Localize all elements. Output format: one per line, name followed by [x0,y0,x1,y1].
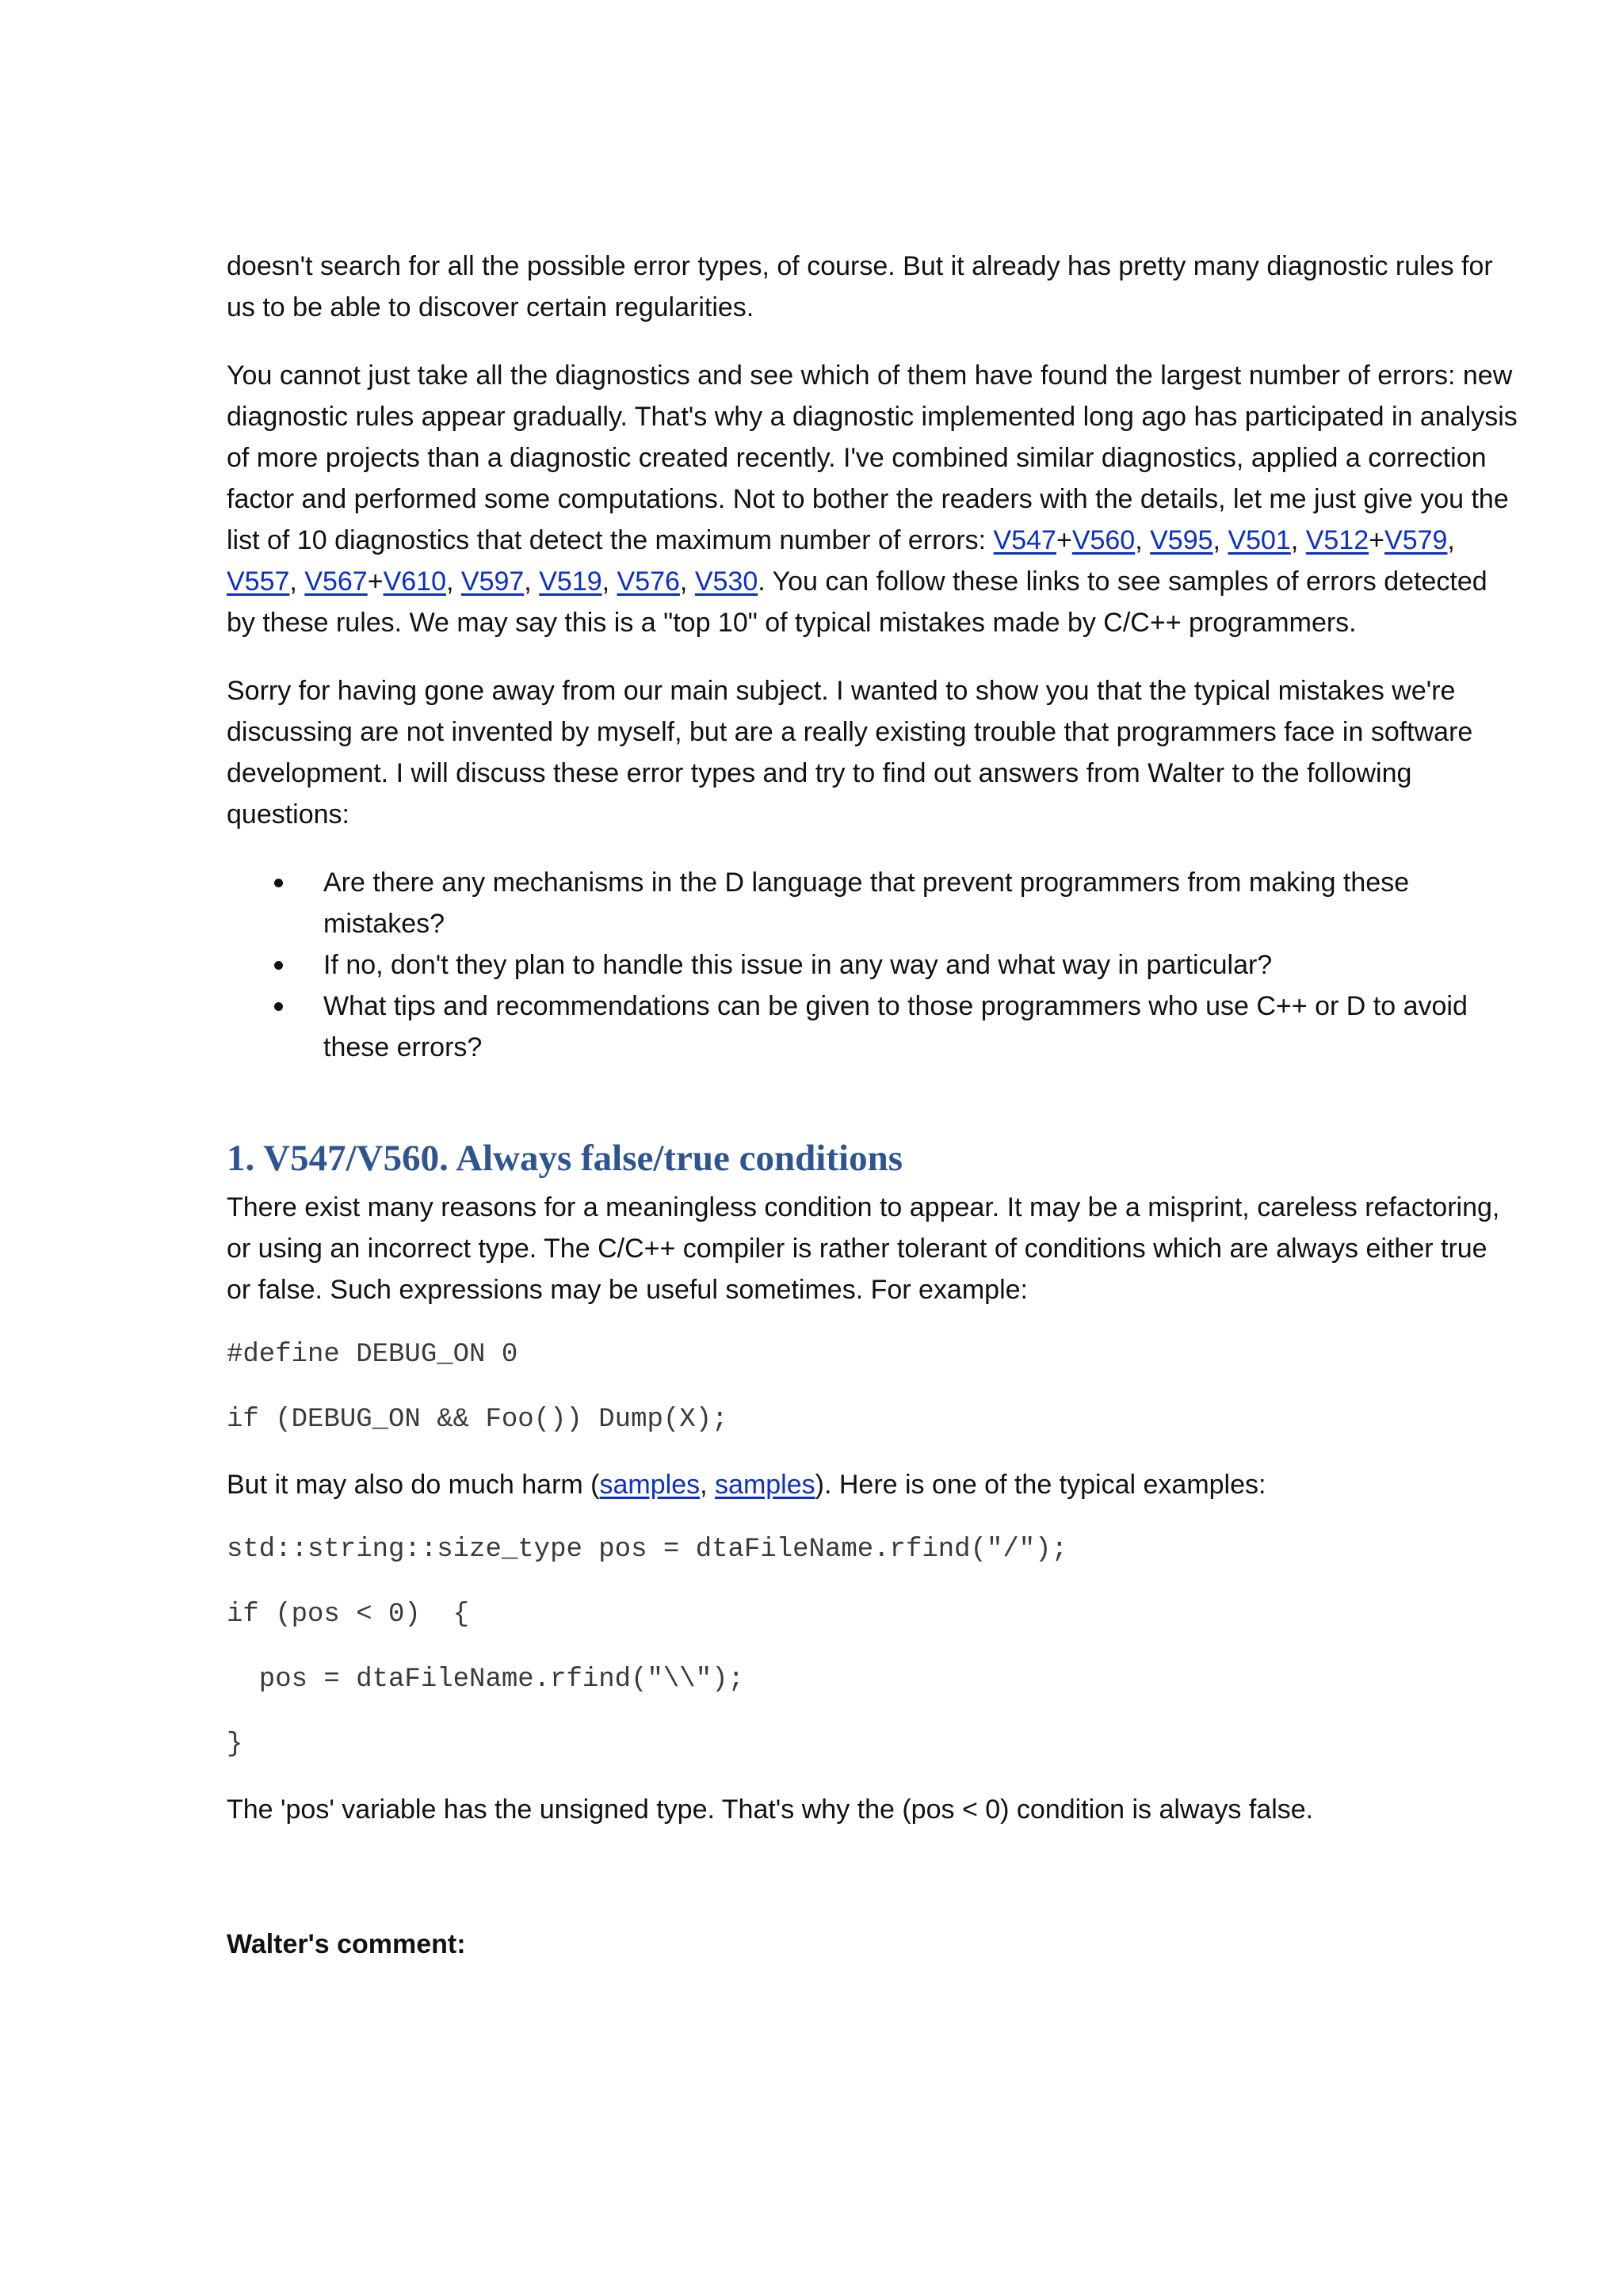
paragraph-harm-text: But it may also do much harm ( [227,1470,600,1500]
link-v557[interactable]: V557 [227,566,290,597]
link-v579[interactable]: V579 [1384,525,1448,555]
comma-separator: , [1290,525,1306,555]
list-item [227,944,1518,986]
link-v610[interactable]: V610 [383,566,446,597]
list-item [227,862,1518,944]
paragraph-diagnostics-tail: . You can follow these links to see samples of errors detected by these rules. We may say this is a "top 10" of typical mistakes made by C/C++ programmers. [227,566,1487,638]
comma-separator: , [524,566,540,597]
comma-separator: , [1212,525,1228,555]
link-v576[interactable]: V576 [617,566,680,597]
code-line: pos = dtaFileName.rfind("\\"); [227,1665,744,1695]
code-line: } [227,1730,243,1760]
link-samples-1[interactable]: samples [599,1470,701,1500]
paragraph-intro: doesn't search for all the possible error types, of course. But it already has pretty many diagnostic rules for us to be able to discover certain regularities. [227,251,1493,322]
comma-separator: , [289,566,305,597]
bullet-icon [274,961,283,970]
plus-separator: + [367,566,384,597]
link-v597[interactable]: V597 [460,566,525,597]
walters-comment-label: Walter's comment: [227,1929,466,1959]
paragraph-harm [227,1464,1518,1505]
comma-separator: , [601,566,617,597]
list-item-text: Are there any mechanisms in the D language that prevent programmers from making these mistakes? [323,868,1410,939]
link-v501[interactable]: V501 [1228,525,1291,555]
paragraph-harm-tail: ). Here is one of the typical examples: [815,1470,1266,1500]
paragraph-unsigned: The 'pos' variable has the unsigned type. That's why the (pos < 0) condition is always false. [227,1794,1314,1825]
link-v519[interactable]: V519 [539,566,602,597]
plus-separator: + [1369,525,1385,555]
comma-separator: , [679,566,695,597]
list-item-text: What tips and recommendations can be given to those programmers who use C++ or D to avoid these errors? [323,991,1468,1062]
paragraph-diagnostics-text: You cannot just take all the diagnostics and see which of them have found the largest number of errors: new diagnostic rules appear gradually. That's why a diagnostic implemented long ago has participated in analysis of more projects than a diagnostic created recently. I've combined similar diagnostics, applied a correction factor and performed some computations. Not to bother the readers with the details, let me just give you the list of 10 diagnostics that detect the maximum number of errors: [227,360,1518,555]
comma-separator: , [1447,525,1455,555]
code-line: std::string::size_type pos = dtaFileName.rfind("/"); [227,1535,1067,1565]
code-line: #define DEBUG_ON 0 [227,1340,518,1370]
code-line: if (pos < 0) { [227,1600,470,1630]
link-v567[interactable]: V567 [304,566,368,597]
comma-separator: , [700,1470,716,1500]
link-v560[interactable]: V560 [1071,525,1136,555]
list-item [227,986,1518,1068]
paragraph-reasons: There exist many reasons for a meaningless condition to appear. It may be a misprint, careless refactoring, or using an incorrect type. The C/C++ compiler is rather tolerant of conditions which are always either true or false. Such expressions may be useful sometimes. For example: [227,1192,1500,1305]
link-v595[interactable]: V595 [1150,525,1213,555]
paragraph-main-subject: Sorry for having gone away from our main subject. I wanted to show you that the typical mistakes we're discussing are not invented by myself, but are a really existing trouble that programmers face in software development. I will discuss these error types and try to find out answers from Walter to the following questions: [227,676,1473,830]
link-v530[interactable]: V530 [694,566,758,597]
code-line: if (DEBUG_ON && Foo()) Dump(X); [227,1405,728,1435]
list-item-text: If no, don't they plan to handle this issue in any way and what way in particular? [323,950,1273,980]
section-heading: 1. V547/V560. Always false/true conditions [227,1138,903,1179]
bullet-icon [274,1002,283,1011]
link-samples-2[interactable]: samples [715,1470,815,1500]
bullet-icon [274,879,283,887]
document-body [227,246,1518,1992]
comma-separator: , [445,566,461,597]
link-v512[interactable]: V512 [1305,525,1369,555]
paragraph-diagnostics [227,355,1518,643]
link-v547[interactable]: V547 [993,525,1056,555]
comma-separator: , [1135,525,1151,555]
plus-separator: + [1056,525,1072,555]
questions-list [227,862,1518,1068]
